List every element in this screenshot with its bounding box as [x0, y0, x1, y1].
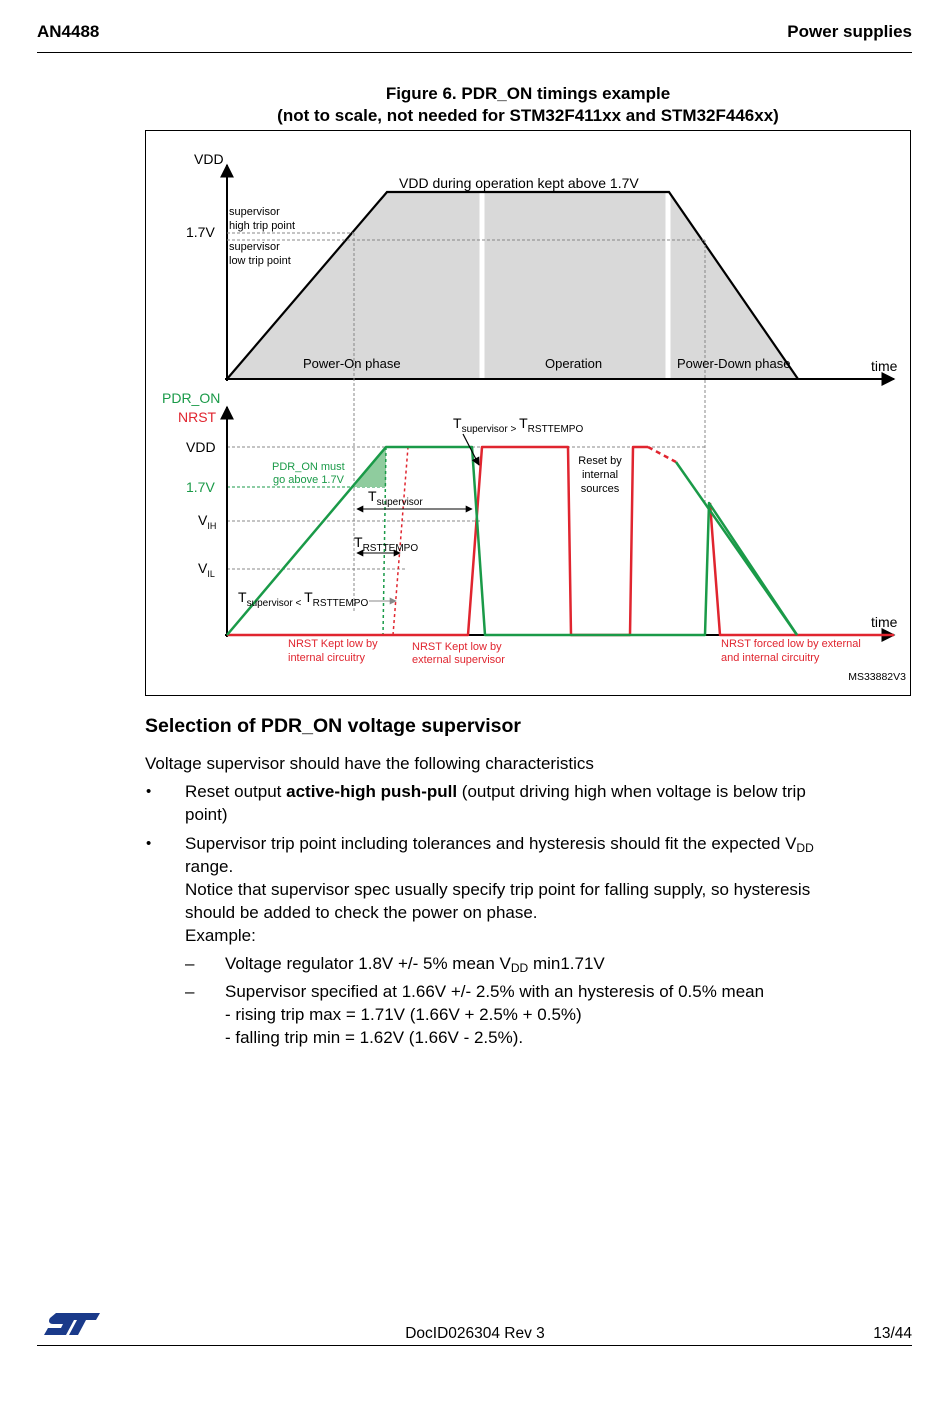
nrst-note-internal-2: internal circuitry	[288, 652, 366, 664]
footer-page-number: 13/44	[873, 1325, 912, 1342]
nrst-note-external-2: external supervisor	[412, 654, 505, 666]
high-trip-note-2: high trip point	[229, 220, 296, 232]
nrst-note-forced-2: and internal circuitry	[721, 652, 820, 664]
timing-diagram-svg	[146, 131, 912, 697]
dash-2-line-3: - falling trip min = 1.62V (1.66V - 2.5%).	[225, 1028, 524, 1047]
dash-2-line-1: Supervisor specified at 1.66V +/- 2.5% with an hysteresis of 0.5% mean	[225, 982, 765, 1001]
top-axis-time-label: time	[871, 358, 898, 374]
timing-diagram	[145, 130, 911, 696]
top-level-label: 1.7V	[186, 224, 215, 240]
figure-ref-code: MS33882V3	[848, 671, 906, 683]
phase-power-down: Power-Down phase	[677, 356, 791, 371]
dash-1-symbol: –	[185, 954, 195, 973]
footer-rule	[37, 1345, 912, 1346]
bullet-1-symbol: •	[146, 783, 152, 800]
bullet-1-text-post: (output driving high when voltage is below trip	[457, 782, 806, 801]
t-rsttempo-label: $T_{RSTTEMPO}$	[354, 534, 419, 554]
section-heading: Selection of PDR_ON voltage supervisor	[145, 715, 522, 737]
header-section: Power supplies	[787, 22, 912, 41]
bullet-2-text: Supervisor trip point including tolerances and hysteresis should fit the expected V	[185, 834, 797, 853]
level-1v7-label: 1.7V	[186, 479, 215, 495]
intro-paragraph: Voltage supervisor should have the following characteristics	[145, 754, 594, 773]
reset-note-2: internal	[581, 469, 619, 481]
dash-1-text	[225, 952, 605, 975]
dash-2-line-2: - rising trip max = 1.71V (1.66V + 2.5% + 0.5%)	[225, 1005, 582, 1024]
top-axis-vdd-label: VDD	[194, 151, 224, 167]
reset-note-3: sources	[580, 483, 620, 495]
bullet-2-line-3: Notice that supervisor spec usually specify trip point for falling supply, so hysteresis	[185, 880, 811, 899]
vdd-area	[227, 192, 798, 379]
nrst-note-forced-1: NRST forced low by external	[721, 638, 861, 650]
pdr-must-note-2: go above 1.7V	[273, 474, 344, 486]
bottom-axis-time-label: time	[871, 614, 898, 630]
bullet-2-line-1	[185, 832, 814, 855]
phase-power-on: Power-On phase	[303, 356, 401, 371]
t-gt-label: $T_{supervisor} > T_{RSTTEMPO}$	[453, 415, 584, 435]
high-trip-note-1: supervisor	[229, 206, 280, 218]
header-doc-id: AN4488	[37, 22, 100, 41]
reset-note-1: Reset by	[578, 455, 622, 467]
nrst-signal-end	[710, 503, 894, 635]
level-vil-label: $V_{IL}$	[198, 560, 215, 579]
level-vih-label: $V_{IH}$	[198, 512, 217, 531]
nrst-signal-dashed	[648, 447, 676, 462]
bullet-1-text-pre: Reset output	[185, 782, 287, 801]
bullet-2-subscript: DD	[796, 841, 814, 855]
bullet-2-line-4: should be added to check the power on phase.	[185, 903, 538, 922]
phase-operation: Operation	[545, 356, 603, 371]
pdr-must-note-1: PDR_ON must	[272, 461, 345, 473]
t-supervisor-label: $T_{supervisor}$	[368, 488, 423, 508]
dash-1-text-post: min1.71V	[528, 954, 605, 973]
dash-2-symbol: –	[185, 982, 195, 1001]
legend-pdr-on: PDR_ON	[162, 390, 221, 406]
bullet-1-line-2: point)	[185, 805, 228, 824]
bullet-1-text-bold: active-high push-pull	[286, 782, 458, 801]
plateau-label: VDD during operation kept above 1.7V	[399, 175, 639, 191]
bullet-1-line-1	[185, 780, 806, 803]
t-lt-label: $T_{supervisor} < T_{RSTTEMPO}$	[238, 589, 369, 609]
footer-doc-id: DocID026304 Rev 3	[405, 1325, 545, 1342]
figure-caption-subtitle: (not to scale, not needed for STM32F411xx and STM32F446xx)	[277, 106, 779, 125]
bullet-2-symbol: •	[146, 835, 152, 852]
gt-pointer-arrow	[463, 434, 479, 465]
bullet-2-line-5: Example:	[185, 926, 256, 945]
pdr-on-signal-fall	[676, 462, 797, 635]
bullet-2-line-2: range.	[185, 857, 234, 876]
nrst-note-internal-1: NRST Kept low by	[288, 638, 378, 650]
figure-caption-title: Figure 6. PDR_ON timings example	[385, 84, 671, 103]
low-trip-note-2: low trip point	[229, 255, 291, 267]
nrst-dashed-rise	[393, 447, 408, 635]
header-rule	[37, 52, 912, 53]
dash-1-text-pre: Voltage regulator 1.8V +/- 5% mean V	[225, 954, 511, 973]
nrst-note-external-1: NRST Kept low by	[412, 641, 502, 653]
legend-nrst: NRST	[178, 409, 217, 425]
low-trip-note-1: supervisor	[229, 241, 280, 253]
dash-1-subscript: DD	[510, 961, 529, 975]
level-vdd-label: VDD	[186, 439, 216, 455]
